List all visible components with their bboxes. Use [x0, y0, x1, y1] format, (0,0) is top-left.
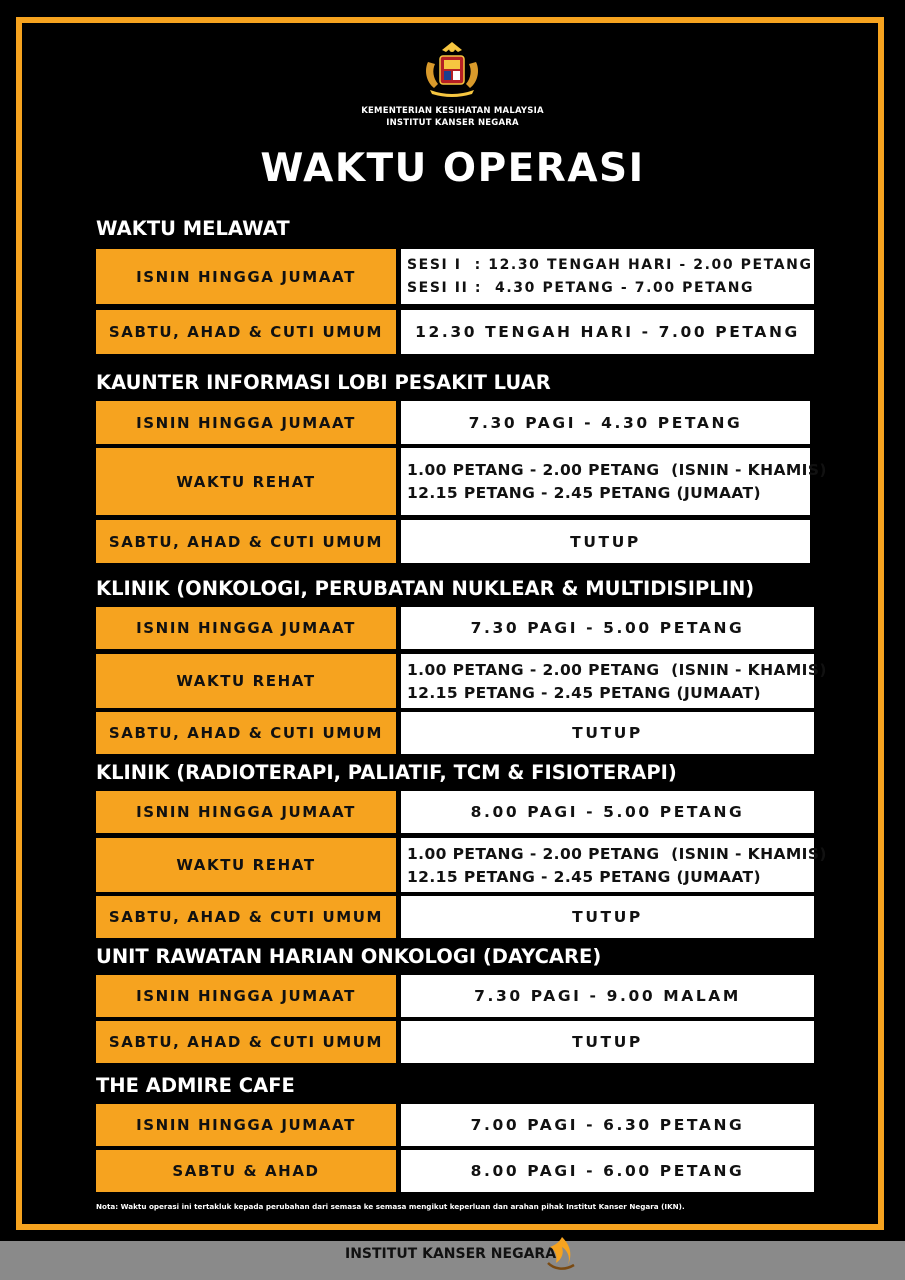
row-value-line: 1.00 PETANG - 2.00 PETANG (ISNIN - KHAMIS): [407, 844, 827, 863]
row-label: ISNIN HINGGA JUMAAT: [96, 1104, 396, 1146]
malaysia-coat-of-arms-icon: [418, 40, 486, 98]
row-label: ISNIN HINGGA JUMAAT: [96, 607, 396, 649]
row-label: SABTU & AHAD: [96, 1150, 396, 1192]
row-value: 7.30 PAGI - 5.00 PETANG: [401, 607, 814, 649]
row-value: 7.30 PAGI - 4.30 PETANG: [401, 401, 810, 444]
row-value: [401, 838, 827, 892]
row-label: WAKTU REHAT: [96, 838, 396, 892]
row-value: [401, 654, 827, 708]
footnote: Nota: Waktu operasi ini tertakluk kepada perubahan dari semasa ke semasa mengikut keperluan dan arahan pihak Institut Kanser Negara (IKN).: [96, 1202, 685, 1211]
row-label: WAKTU REHAT: [96, 448, 396, 515]
section-heading-klinik-radioterapi: KLINIK (RADIOTERAPI, PALIATIF, TCM & FISIOTERAPI): [96, 761, 677, 784]
footer-institute-label: INSTITUT KANSER NEGARA: [345, 1246, 557, 1262]
row-label: SABTU, AHAD & CUTI UMUM: [96, 712, 396, 754]
row-label: ISNIN HINGGA JUMAAT: [96, 249, 396, 304]
row-value-line: 12.15 PETANG - 2.45 PETANG (JUMAAT): [407, 867, 762, 886]
row-value: TUTUP: [401, 896, 814, 938]
row-value: [401, 249, 814, 304]
row-value-line: 1.00 PETANG - 2.00 PETANG (ISNIN - KHAMIS): [407, 660, 827, 679]
row-value: 7.30 PAGI - 9.00 MALAM: [401, 975, 814, 1017]
row-value: 8.00 PAGI - 5.00 PETANG: [401, 791, 814, 833]
row-value: TUTUP: [401, 1021, 814, 1063]
row-value: 12.30 TENGAH HARI - 7.00 PETANG: [401, 310, 814, 354]
section-heading-waktu-melawat: WAKTU MELAWAT: [96, 217, 290, 240]
row-value: [401, 448, 827, 515]
row-label: WAKTU REHAT: [96, 654, 396, 708]
row-label: SABTU, AHAD & CUTI UMUM: [96, 1021, 396, 1063]
row-label: SABTU, AHAD & CUTI UMUM: [96, 520, 396, 563]
section-heading-kaunter-informasi: KAUNTER INFORMASI LOBI PESAKIT LUAR: [96, 371, 551, 394]
row-label: SABTU, AHAD & CUTI UMUM: [96, 310, 396, 354]
section-heading-admire-cafe: THE ADMIRE CAFE: [96, 1074, 295, 1097]
row-value-line: 12.15 PETANG - 2.45 PETANG (JUMAAT): [407, 484, 762, 502]
ikn-flame-logo-icon: [540, 1233, 584, 1277]
row-value-line: 1.00 PETANG - 2.00 PETANG (ISNIN - KHAMIS): [407, 461, 827, 479]
row-label: ISNIN HINGGA JUMAAT: [96, 791, 396, 833]
row-label: SABTU, AHAD & CUTI UMUM: [96, 896, 396, 938]
row-value-line: SESI I : 12.30 TENGAH HARI - 2.00 PETANG: [407, 257, 813, 273]
row-label: ISNIN HINGGA JUMAAT: [96, 975, 396, 1017]
row-value: TUTUP: [401, 520, 810, 563]
row-value: 8.00 PAGI - 6.00 PETANG: [401, 1150, 814, 1192]
row-value: TUTUP: [401, 712, 814, 754]
row-value: 7.00 PAGI - 6.30 PETANG: [401, 1104, 814, 1146]
section-heading-daycare: UNIT RAWATAN HARIAN ONKOLOGI (DAYCARE): [96, 945, 602, 968]
row-value-line: 12.15 PETANG - 2.45 PETANG (JUMAAT): [407, 683, 762, 702]
row-value-line: SESI II : 4.30 PETANG - 7.00 PETANG: [407, 280, 755, 296]
page-title: WAKTU OPERASI: [260, 146, 645, 191]
row-label: ISNIN HINGGA JUMAAT: [96, 401, 396, 444]
institute-name: INSTITUT KANSER NEGARA: [386, 118, 519, 128]
ministry-name: KEMENTERIAN KESIHATAN MALAYSIA: [361, 106, 544, 116]
section-heading-klinik-onkologi: KLINIK (ONKOLOGI, PERUBATAN NUKLEAR & MULTIDISIPLIN): [96, 577, 755, 600]
